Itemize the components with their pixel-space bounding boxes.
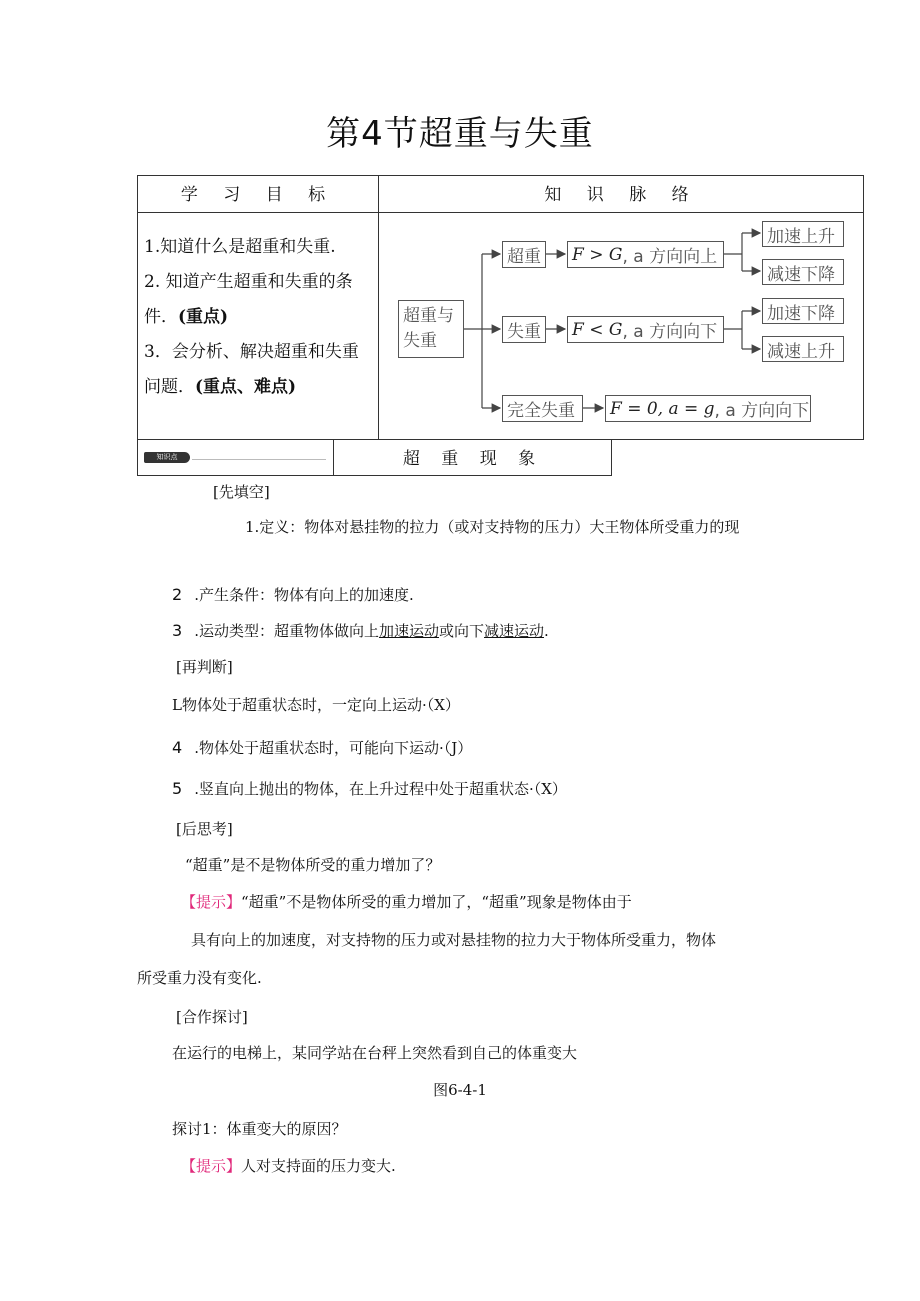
goal-line-5: 问题．(重点、难点) (144, 377, 297, 397)
goal-line-2: 2. 知道产生超重和失重的条 (144, 272, 353, 292)
judge-item-3: 5 .竖直向上抛出的物体，在上升过程中处于超重状态·（X） (172, 779, 567, 798)
hint-tag: 【提示】 (181, 893, 242, 911)
fill-item-3: 3 .运动类型：超重物体做向上加速运动或向下减速运动. (172, 621, 549, 640)
figure-caption: 图6-4-1 (433, 1081, 487, 1099)
result-accelerate-down: 加速下降 (762, 298, 844, 324)
think-hint-line-3: 所受重力没有变化. (137, 969, 262, 987)
section-banner (137, 439, 612, 476)
judge-item-1: L物体处于超重状态时，一定向上运动·（X） (172, 696, 460, 714)
fill-item-2: 2 .产生条件：物体有向上的加速度. (172, 585, 414, 604)
box-weightless: 失重 (502, 316, 546, 343)
fill-item-1: 1.定义：物体对悬挂物的拉力（或对支持物的压力）大王物体所受重力的现 (245, 518, 740, 536)
think-hint-line-1: 【提示】“超重”不是物体所受的重力增加了，“超重”现象是物体由于 (181, 893, 632, 911)
condition-complete-weightless: F = 0, a = g , a 方向向下 (605, 395, 811, 422)
think-label: [后思考] (176, 820, 233, 838)
cooperate-scenario: 在运行的电梯上，某同学站在台秤上突然看到自己的体重变大 (172, 1044, 578, 1062)
hint-tag: 【提示】 (181, 1157, 242, 1175)
fill-label: [先填空] (213, 483, 270, 501)
judge-label: [再判断] (176, 658, 233, 676)
result-decelerate-up: 减速上升 (762, 336, 844, 362)
result-accelerate-up: 加速上升 (762, 221, 844, 247)
cooperate-question-1: 探讨1：体重变大的原因？ (172, 1120, 347, 1138)
page-title: 第4节超重与失重 (326, 114, 594, 154)
goal-line-4: 3．会分析、解决超重和失重 (144, 342, 359, 362)
root-box-weight-change: 超重与 失重 (398, 300, 464, 358)
goal-line-1: 1.知道什么是超重和失重. (144, 237, 336, 257)
banner-badge: 知识点 (144, 452, 190, 463)
banner-title: 超 重 现 象 (402, 449, 544, 469)
condition-overweight: F > G , a 方向向上 (567, 241, 724, 268)
header-learning-goals: 学 习 目 标 (180, 185, 336, 205)
think-hint-line-2: 具有向上的加速度，对支持物的压力或对悬挂物的拉力大于物体所受重力，物体 (191, 931, 717, 949)
box-complete-weightless: 完全失重 (502, 395, 583, 422)
judge-item-2: 4 .物体处于超重状态时，可能向下运动·（J） (172, 738, 473, 757)
cooperate-label: [合作探讨] (176, 1008, 248, 1026)
box-overweight: 超重 (502, 241, 546, 268)
header-knowledge-map: 知 识 脉 络 (544, 185, 699, 205)
goal-line-3: 件．(重点) (144, 307, 229, 327)
banner-rule (192, 459, 326, 460)
banner-badge-area (138, 440, 334, 475)
condition-weightless: F < G , a 方向向下 (567, 316, 724, 343)
result-decelerate-down: 减速下降 (762, 259, 844, 285)
cooperate-answer-1: 【提示】人对支持面的压力变大. (181, 1157, 396, 1175)
think-question: “超重”是不是物体所受的重力增加了？ (185, 856, 441, 874)
